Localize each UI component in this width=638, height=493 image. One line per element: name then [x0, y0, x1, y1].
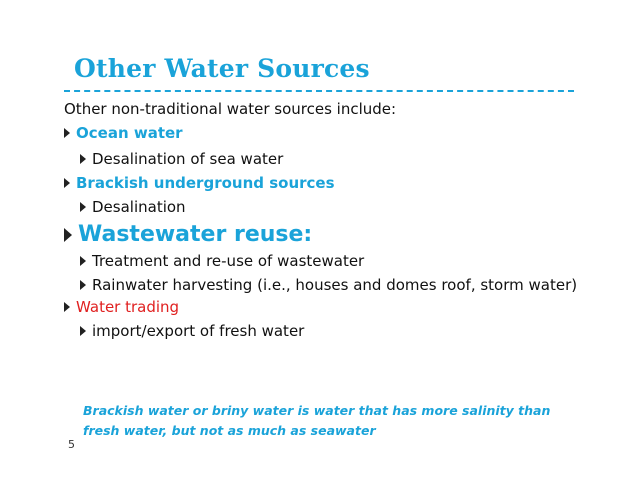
triangle-right-icon — [64, 128, 70, 138]
intro-label: Other non-traditional water sources include: — [64, 100, 397, 118]
triangle-right-icon — [64, 178, 70, 188]
list-item-label: Water trading — [76, 298, 180, 316]
sub-item-label: import/export of fresh water — [92, 322, 305, 340]
sub-item-desalination — [80, 198, 186, 216]
sub-item-treatment — [80, 252, 364, 270]
triangle-right-icon — [64, 228, 72, 242]
list-item-label: Wastewater reuse: — [78, 222, 313, 247]
triangle-right-icon — [80, 256, 86, 266]
sub-item-label: Desalination — [92, 198, 186, 216]
slide-title: Other Water Sources — [74, 54, 370, 83]
list-item-wastewater — [64, 222, 312, 247]
list-item-ocean-water — [64, 124, 183, 142]
triangle-right-icon — [80, 326, 86, 336]
sub-item-label: Treatment and re-use of wastewater — [92, 252, 365, 270]
sub-item-label: Desalination of sea water — [92, 150, 284, 168]
footnote: Brackish water or briny water is water that has more salinity than fresh water, but not as much as seawater — [83, 403, 551, 438]
triangle-right-icon — [64, 302, 70, 312]
sub-item-import-export — [80, 322, 304, 340]
triangle-right-icon — [80, 202, 86, 212]
triangle-right-icon — [80, 280, 86, 290]
list-item-label: Brackish underground sources — [76, 174, 335, 192]
list-item-water-trading — [64, 298, 179, 316]
intro-text — [64, 100, 396, 118]
triangle-right-icon — [80, 154, 86, 164]
title-divider — [64, 90, 574, 92]
list-item-label: Ocean water — [76, 124, 183, 142]
list-item-brackish — [64, 174, 335, 192]
sub-item-label: Rainwater harvesting (i.e., houses and domes roof, storm water) — [92, 276, 578, 294]
sub-item-desalination-sea — [80, 150, 283, 168]
sub-item-rainwater — [80, 276, 577, 294]
page-number: 5 — [68, 438, 75, 451]
